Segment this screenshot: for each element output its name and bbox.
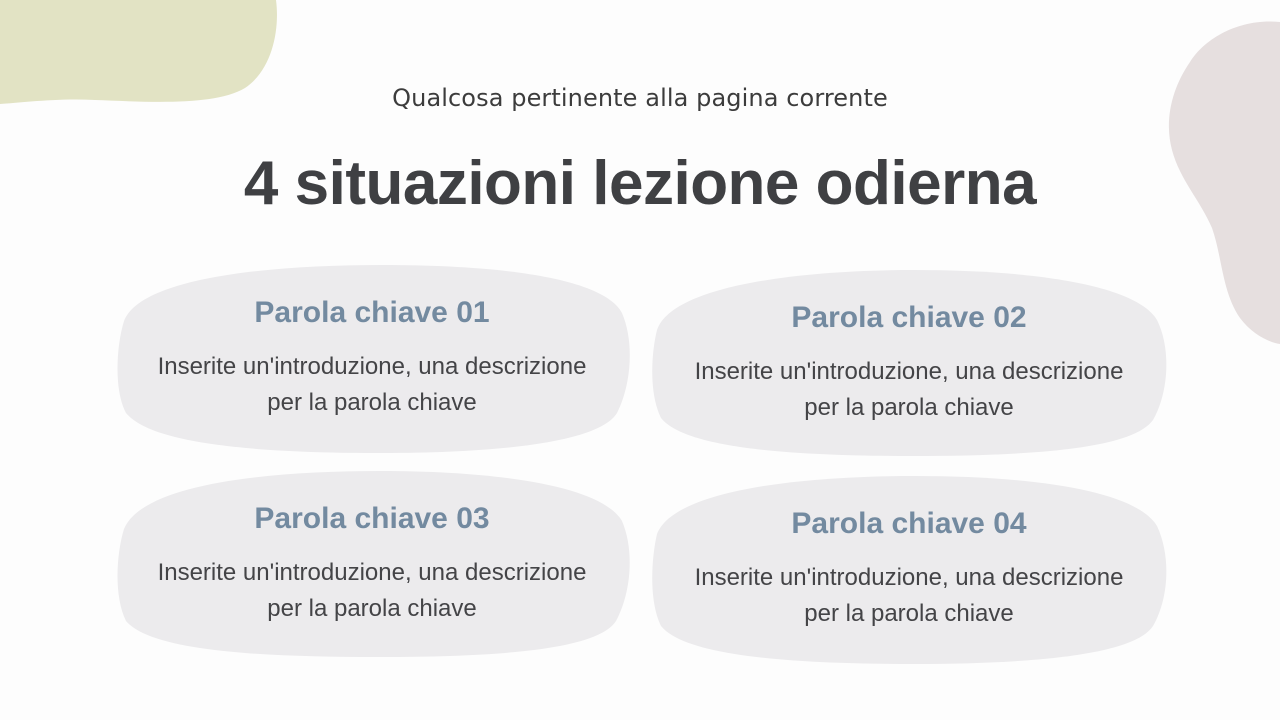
card-description: Inserite un'introduzione, una descrizione per la parola chiave <box>694 564 1124 627</box>
card-description: Inserite un'introduzione, una descrizione per la parola chiave <box>694 358 1124 421</box>
keyword-card-01 <box>112 263 632 453</box>
card-description: Inserite un'introduzione, una descrizione per la parola chiave <box>157 353 587 416</box>
card-title: Parola chiave 04 <box>791 507 1027 540</box>
page-subtitle: Qualcosa pertinente alla pagina corrente <box>392 84 888 112</box>
keyword-card-02 <box>649 268 1169 458</box>
card-title: Parola chiave 01 <box>254 296 490 329</box>
keyword-card-04 <box>649 474 1169 664</box>
card-title: Parola chiave 02 <box>791 301 1027 334</box>
page-title: 4 situazioni lezione odierna <box>243 149 1037 218</box>
card-description: Inserite un'introduzione, una descrizione per la parola chiave <box>157 559 587 622</box>
card-title: Parola chiave 03 <box>254 502 490 535</box>
keyword-card-03 <box>112 469 632 659</box>
